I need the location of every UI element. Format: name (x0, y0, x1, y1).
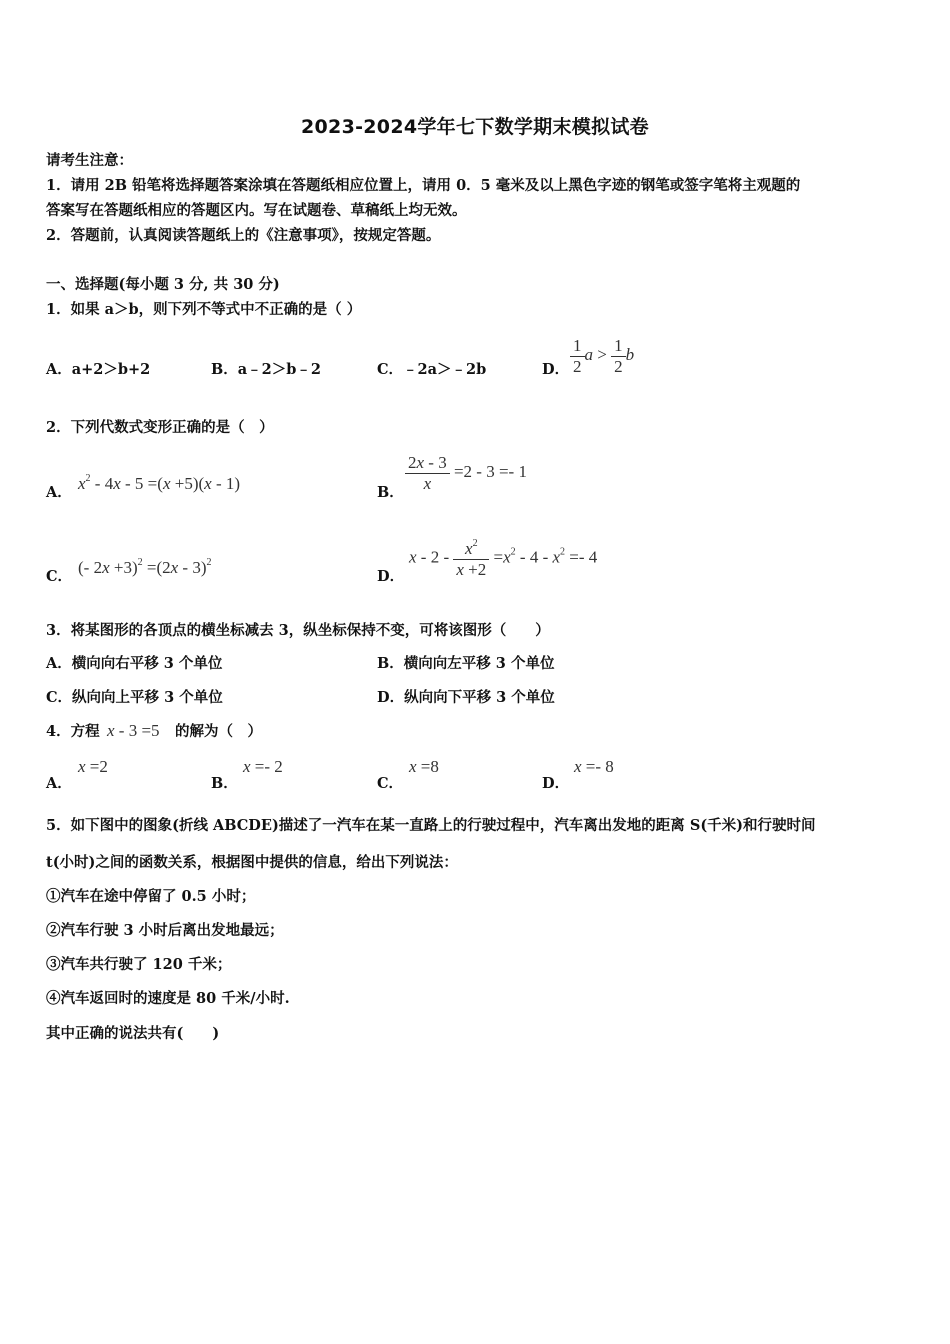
q5-statement-3: ③汽车共行驶了 120 千米； (46, 956, 232, 973)
q2-option-c-formula: (- 2x +3)$^2$ =(2x - 3)$^2$ (78, 557, 212, 577)
q4-option-d-label: D． (542, 775, 570, 792)
q5-statement-4: ④汽车返回时的速度是 80 千米/小时. (46, 990, 290, 1007)
q4-option-d-formula: x =- 8 (574, 757, 614, 776)
q2-option-d-formula: x - 2 - $\frac{x^2}{x +2}$ $=x^2 - 4 - x^2 =- 4$ (409, 538, 598, 579)
q4-option-c-formula: x =8 (409, 757, 439, 776)
q5-stem-line-2: t(小时)之间的函数关系，根据图中提供的信息，给出下列说法： (46, 854, 458, 871)
notice-item-1-line-1: 1．请用 2B 铅笔将选择题答案涂填在答题纸相应位置上，请用 0．5 毫米及以上黑色字迹的钢笔或签字笔将主观题的 (46, 177, 801, 194)
q2-option-a-formula: $x^2 - 4x - 5 =(x +5)(x - 1)$ (78, 473, 241, 493)
q3-option-d: D．纵向向下平移 3 个单位 (377, 689, 555, 706)
q2-option-b-formula: $\frac{2x - 3}{x}$ =2 - 3 =- 1 (405, 453, 527, 493)
q4-option-b-label: B． (211, 775, 238, 792)
q2-stem: 2．下列代数式变形正确的是（ ） (46, 419, 274, 436)
q2-option-a-label: A． (46, 484, 72, 501)
q5-stem-line-1: 5．如下图中的图象(折线 ABCDE)描述了一汽车在某一直路上的行驶过程中，汽车离出发地的距离 S(千米)和行驶时间 (46, 817, 816, 834)
q4-option-b-formula: x =- 2 (243, 757, 283, 776)
q3-option-b: B．横向向左平移 3 个单位 (377, 655, 555, 672)
q4-option-c-label: C． (377, 775, 404, 792)
q5-statement-1: ①汽车在途中停留了 0.5 小时； (46, 888, 256, 905)
q1-stem: 1．如果 a＞b，则下列不等式中不正确的是（ ） (46, 301, 362, 318)
q4-stem-prefix: 4．方程 (46, 723, 100, 740)
q1-option-d-formula: $\frac{1}{2}$ a > $\frac{1}{2}$ b (570, 336, 634, 376)
q4-stem-suffix: 的解为（ ） (175, 723, 262, 740)
q4-option-a-formula: x =2 (78, 757, 108, 776)
q3-option-a: A．横向向右平移 3 个单位 (46, 655, 223, 672)
section-heading: 一、选择题(每小题 3 分, 共 30 分) (46, 276, 280, 293)
q4-option-a-label: A． (46, 775, 72, 792)
q1-option-b: B．a﹣2＞b﹣2 (211, 361, 321, 378)
notice-item-2: 2．答题前，认真阅读答题纸上的《注意事项》，按规定答题。 (46, 227, 441, 244)
q1-option-c: C．﹣2a＞﹣2b (377, 361, 487, 378)
q3-stem: 3．将某图形的各顶点的横坐标减去 3，纵坐标保持不变，可将该图形（ ） (46, 622, 550, 639)
q1-option-d-label: D． (542, 361, 570, 378)
q3-option-c: C．纵向向上平移 3 个单位 (46, 689, 223, 706)
q1-option-a: A．a+2＞b+2 (46, 361, 151, 378)
q5-question: 其中正确的说法共有( ) (46, 1025, 220, 1042)
q2-option-c-label: C． (46, 568, 73, 585)
page-title: 2023-2024学年七下数学期末模拟试卷 (301, 116, 649, 138)
q5-statement-2: ②汽车行驶 3 小时后离出发地最远； (46, 922, 284, 939)
notice-item-1-line-2: 答案写在答题纸相应的答题区内。写在试题卷、草稿纸上均无效。 (46, 202, 467, 219)
q2-option-d-label: D． (377, 568, 405, 585)
notice-heading: 请考生注意： (46, 152, 133, 169)
q2-option-b-label: B． (377, 484, 404, 501)
q4-equation: x - 3 =5 (107, 721, 160, 740)
